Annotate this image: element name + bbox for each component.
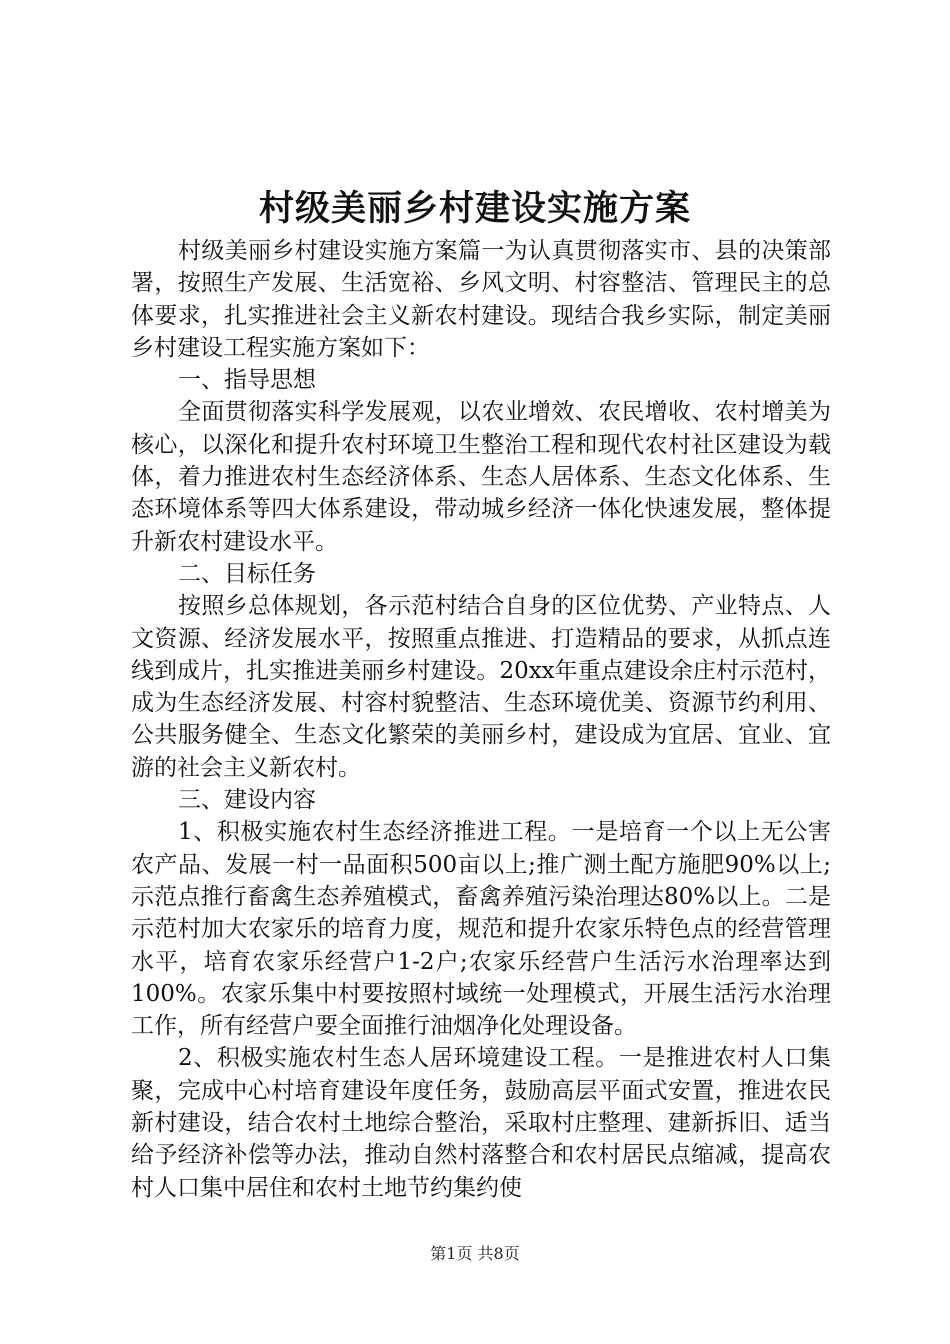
guiding-ideology-paragraph: 全面贯彻落实科学发展观，以农业增效、农民增收、农村增美为核心，以深化和提升农村环境卫生整治工程和现代农村社区建设为载体，着力推进农村生态经济体系、生态人居体系、生态文化体系、生态环境体系等四大体系建设，带动城乡经济一体化快速发展，整体提升新农村建设水平。 [131,399,831,555]
construction-item-2-paragraph: 2、积极实施农村生态人居环境建设工程。一是推进农村人口集聚，完成中心村培育建设年度任务，鼓励高层平面式安置，推进农民新村建设，结合农村土地综合整治，采取村庄整理、建新拆旧、适当给予经济补偿等办法，推动自然村落整合和农村居民点缩减，提高农村人口集中居住和农村土地节约集约使 [131,1045,831,1201]
section-heading-goals-tasks: 二、目标任务 [178,560,316,587]
page-footer: 第1页 共8页 [430,1244,520,1263]
page-title: 村级美丽乡村建设实施方案 [258,189,691,229]
intro-paragraph: 村级美丽乡村建设实施方案篇一为认真贯彻落实市、县的决策部署，按照生产发展、生活宽裕、乡风文明、村容整洁、管理民主的总体要求，扎实推进社会主义新农村建设。现结合我乡实际，制定美丽乡村建设工程实施方案如下： [131,238,831,361]
goals-tasks-paragraph: 按照乡总体规划，各示范村结合自身的区位优势、产业特点、人文资源、经济发展水平，按照重点推进、打造精品的要求，从抓点连线到成片，扎实推进美丽乡村建设。20xx年重点建设余庄村示范村，成为生态经济发展、村容村貌整洁、生态环境优美、资源节约利用、公共服务健全、生态文化繁荣的美丽乡村，建设成为宜居、宜业、宜游的社会主义新农村。 [131,593,831,781]
section-heading-construction-content: 三、建设内容 [178,787,316,814]
construction-item-1-paragraph: 1、积极实施农村生态经济推进工程。一是培育一个以上无公害农产品、发展一村一品面积500亩以上;推广测土配方施肥90%以上;示范点推行畜禽生态养殖模式，畜禽养殖污染治理达80%以上。二是示范村加大农家乐的培育力度，规范和提升农家乐特色点的经营管理水平，培育农家乐经营户1-2户;农家乐经营户生活污水治理率达到100%。农家乐集中村要按照村域统一处理模式，开展生活污水治理工作，所有经营户要全面推行油烟净化处理设备。 [131,819,831,1040]
section-heading-guiding-ideology: 一、指导思想 [178,367,316,394]
document-body [131,235,831,1204]
